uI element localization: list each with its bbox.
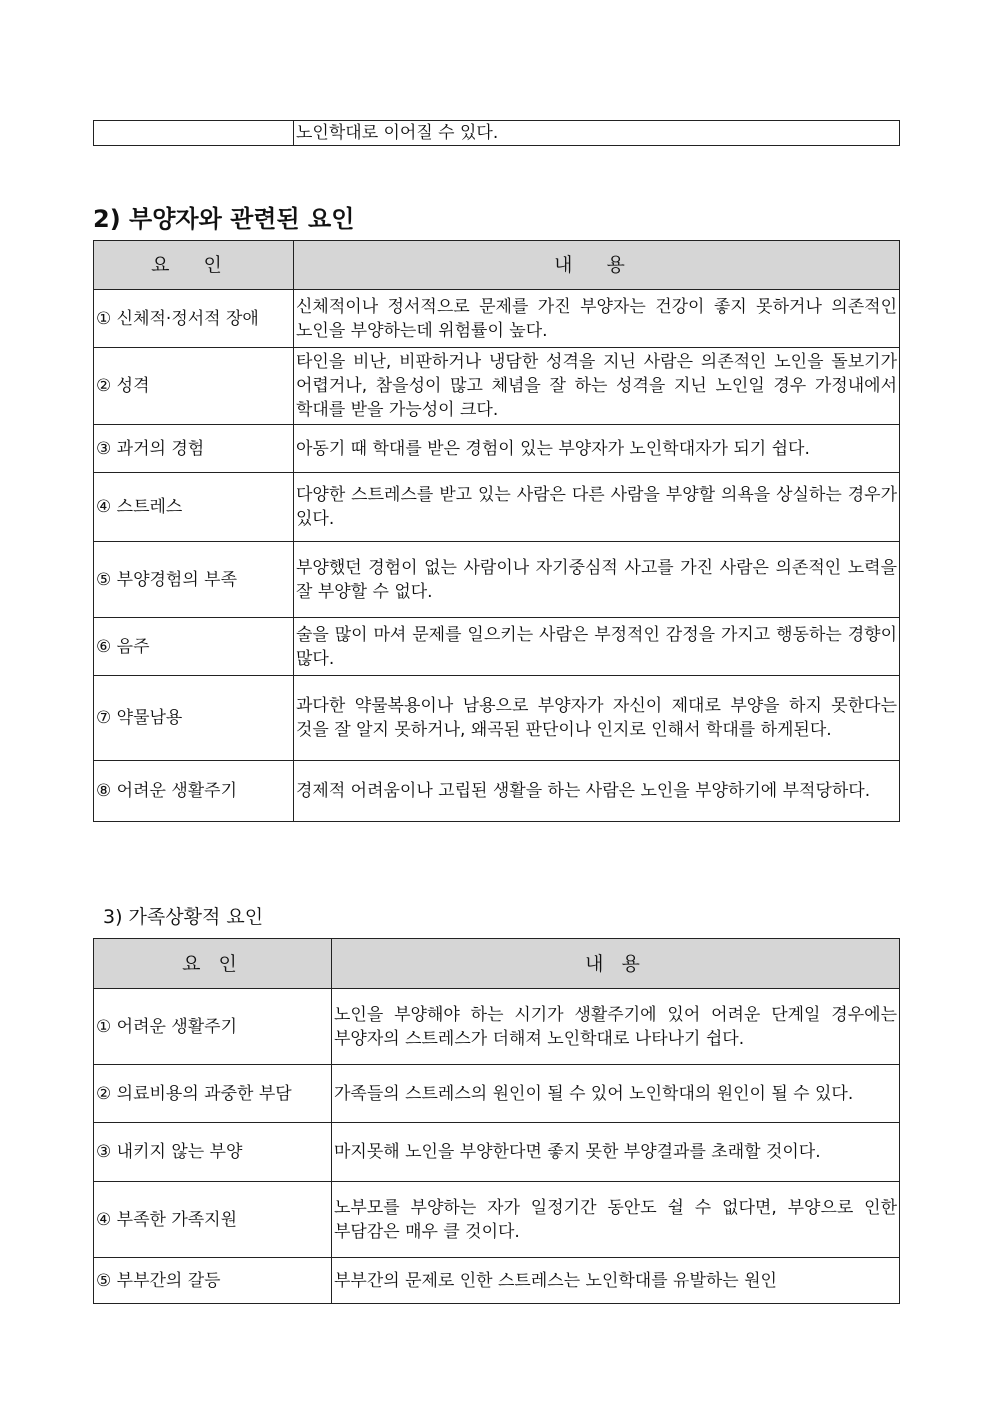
factor-header: 요 인: [94, 241, 294, 290]
content-cell: 노인을 부양해야 하는 시기가 생활주기에 있어 어려운 단계일 경우에는 부양자의 스트레스가 더해져 노인학대로 나타나기 쉽다.: [332, 989, 900, 1065]
content-cell: 마지못해 노인을 부양한다면 좋지 못한 부양결과를 초래할 것이다.: [332, 1123, 900, 1182]
family-factors-table: [93, 938, 900, 1304]
factor-cell: ③ 과거의 경험: [94, 425, 294, 473]
content-cell: 부부간의 문제로 인한 스트레스는 노인학대를 유발하는 원인: [332, 1258, 900, 1304]
factor-cell: ④ 스트레스: [94, 473, 294, 542]
factor-cell: ② 의료비용의 과중한 부담: [94, 1065, 332, 1123]
content-cell: 노인학대로 이어질 수 있다.: [294, 121, 900, 146]
content-header: 내 용: [294, 241, 900, 290]
content-cell: 과다한 약물복용이나 남용으로 부양자가 자신이 제대로 부양을 하지 못한다는 것을 잘 알지 못하거나, 왜곡된 판단이나 인지로 인해서 학대를 하게된다.: [294, 676, 900, 761]
content-cell: 타인을 비난, 비판하거나 냉담한 성격을 지닌 사람은 의존적인 노인을 돌보기가 어렵거나, 참을성이 많고 체념을 잘 하는 성격을 지닌 노인일 경우 가정내에서 학대를 받을 가능성이 크다.: [294, 348, 900, 425]
table-row: [94, 1065, 900, 1123]
factor-cell: ⑤ 부양경험의 부족: [94, 542, 294, 618]
factor-cell: ⑥ 음주: [94, 618, 294, 676]
header-row: [94, 241, 900, 290]
factor-cell: ⑦ 약물남용: [94, 676, 294, 761]
table-row: [94, 425, 900, 473]
table-row: [94, 1182, 900, 1258]
table-row: [94, 989, 900, 1065]
factor-cell: ⑤ 부부간의 갈등: [94, 1258, 332, 1304]
table-row: [94, 618, 900, 676]
content-cell: 술을 많이 마셔 문제를 일으키는 사람은 부정적인 감정을 가지고 행동하는 경향이 많다.: [294, 618, 900, 676]
factor-cell: ④ 부족한 가족지원: [94, 1182, 332, 1258]
table-row: [94, 473, 900, 542]
table-row: [94, 290, 900, 348]
section-heading: 3) 가족상황적 요인: [103, 906, 264, 928]
content-cell: 노부모를 부양하는 자가 일정기간 동안도 쉴 수 없다면, 부양으로 인한 부담감은 매우 클 것이다.: [332, 1182, 900, 1258]
content-cell: 경제적 어려움이나 고립된 생활을 하는 사람은 노인을 부양하기에 부적당하다.: [294, 761, 900, 822]
table-row: [94, 348, 900, 425]
header-row: [94, 939, 900, 989]
content-header: 내 용: [332, 939, 900, 989]
content-cell: 아동기 때 학대를 받은 경험이 있는 부양자가 노인학대자가 되기 쉽다.: [294, 425, 900, 473]
table-row: [94, 1123, 900, 1182]
factor-cell: ② 성격: [94, 348, 294, 425]
factor-cell: ⑧ 어려운 생활주기: [94, 761, 294, 822]
factor-cell: ③ 내키지 않는 부양: [94, 1123, 332, 1182]
table-row: [94, 676, 900, 761]
table-row: [94, 542, 900, 618]
content-cell: 신체적이나 정서적으로 문제를 가진 부양자는 건강이 좋지 못하거나 의존적인 노인을 부양하는데 위험률이 높다.: [294, 290, 900, 348]
factor-cell: ① 신체적·정서적 장애: [94, 290, 294, 348]
top-table: [93, 120, 900, 146]
table-row: [94, 1258, 900, 1304]
factor-cell: [94, 121, 294, 146]
content-cell: 부양했던 경험이 없는 사람이나 자기중심적 사고를 가진 사람은 의존적인 노력을 잘 부양할 수 없다.: [294, 542, 900, 618]
content-cell: 가족들의 스트레스의 원인이 될 수 있어 노인학대의 원인이 될 수 있다.: [332, 1065, 900, 1123]
content-cell: 다양한 스트레스를 받고 있는 사람은 다른 사람을 부양할 의욕을 상실하는 경우가 있다.: [294, 473, 900, 542]
factor-cell: ① 어려운 생활주기: [94, 989, 332, 1065]
factor-header: 요 인: [94, 939, 332, 989]
caregiver-factors-table: [93, 240, 900, 822]
section-heading: 2) 부양자와 관련된 요인: [93, 205, 355, 233]
table-row: [94, 121, 900, 146]
table-row: [94, 761, 900, 822]
